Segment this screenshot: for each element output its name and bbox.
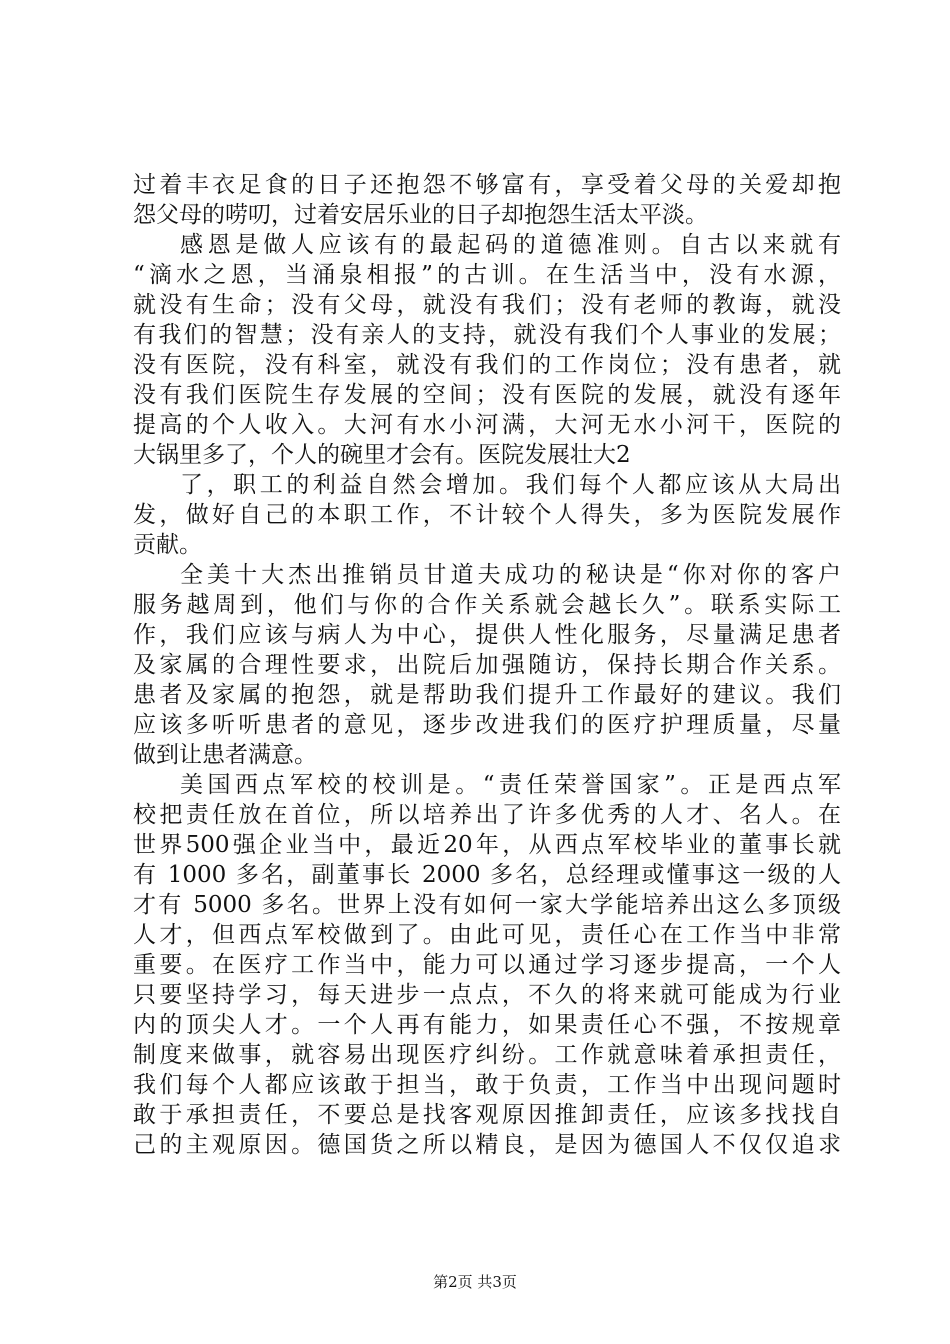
text-line: 全美十大杰出推销员甘道夫成功的秘诀是“你对你的客户 bbox=[180, 562, 841, 588]
text-line: 美国西点军校的校训是。“责任荣誉国家”。正是西点军 bbox=[180, 772, 841, 798]
text-line: 校把责任放在首位，所以培养出了许多优秀的人才、名人。在 bbox=[133, 802, 841, 828]
text-line: 作，我们应该与病人为中心，提供人性化服务，尽量满足患者 bbox=[133, 622, 841, 648]
text-line: 了，职工的利益自然会增加。我们每个人都应该从大局出 bbox=[180, 472, 841, 498]
text-line: 人才，但西点军校做到了。由此可见，责任心在工作当中非常 bbox=[133, 922, 841, 948]
text-line: 过着丰衣足食的日子还抱怨不够富有，享受着父母的关爱却抱 bbox=[133, 172, 841, 198]
text-line: “滴水之恩，当涌泉相报”的古训。在生活当中，没有水源， bbox=[133, 262, 841, 288]
text-line: 服务越周到，他们与你的合作关系就会越长久”。联系实际工 bbox=[133, 592, 841, 618]
text-line: 感恩是做人应该有的最起码的道德准则。自古以来就有 bbox=[180, 232, 841, 258]
text-line: 及家属的合理性要求，出院后加强随访，保持长期合作关系。 bbox=[133, 652, 841, 678]
document-body bbox=[133, 170, 841, 1160]
text-line: 世界500强企业当中，最近20年，从西点军校毕业的董事长就 bbox=[133, 832, 841, 858]
text-line: 重要。在医疗工作当中，能力可以通过学习逐步提高，一个人 bbox=[133, 952, 841, 978]
text-line: 提高的个人收入。大河有水小河满，大河无水小河干，医院的 bbox=[133, 412, 841, 438]
text-line: 大锅里多了，个人的碗里才会有。医院发展壮大2 bbox=[133, 442, 631, 468]
text-line: 敢于承担责任，不要总是找客观原因推卸责任，应该多找找自 bbox=[133, 1102, 841, 1128]
text-line: 只要坚持学习，每天进步一点点，不久的将来就可能成为行业 bbox=[133, 982, 841, 1008]
page-footer: 第2页 共3页 bbox=[433, 1273, 517, 1291]
text-line: 才有 5000 多名。世界上没有如何一家大学能培养出这么多顶级 bbox=[133, 892, 841, 918]
text-line: 应该多听听患者的意见，逐步改进我们的医疗护理质量，尽量 bbox=[133, 712, 841, 738]
text-line: 贡献。 bbox=[133, 532, 202, 558]
text-line: 做到让患者满意。 bbox=[133, 742, 317, 768]
text-line: 有我们的智慧；没有亲人的支持，就没有我们个人事业的发展； bbox=[133, 322, 841, 348]
text-line: 怨父母的唠叨，过着安居乐业的日子却抱怨生活太平淡。 bbox=[133, 202, 708, 228]
text-line: 发，做好自己的本职工作，不计较个人得失，多为医院发展作 bbox=[133, 502, 841, 528]
text-line: 制度来做事，就容易出现医疗纠纷。工作就意味着承担责任， bbox=[133, 1042, 841, 1068]
text-line: 没有医院，没有科室，就没有我们的工作岗位；没有患者，就 bbox=[133, 352, 841, 378]
text-line: 有 1000 多名，副董事长 2000 多名，总经理或懂事这一级的人 bbox=[133, 862, 841, 888]
text-line: 己的主观原因。德国货之所以精良，是因为德国人不仅仅追求 bbox=[133, 1132, 841, 1158]
text-line: 就没有生命；没有父母，就没有我们；没有老师的教诲，就没 bbox=[133, 292, 841, 318]
text-line: 内的顶尖人才。一个人再有能力，如果责任心不强，不按规章 bbox=[133, 1012, 841, 1038]
text-line: 我们每个人都应该敢于担当，敢于负责，工作当中出现问题时 bbox=[133, 1072, 841, 1098]
text-line: 没有我们医院生存发展的空间；没有医院的发展，就没有逐年 bbox=[133, 382, 841, 408]
text-line: 患者及家属的抱怨，就是帮助我们提升工作最好的建议。我们 bbox=[133, 682, 841, 708]
